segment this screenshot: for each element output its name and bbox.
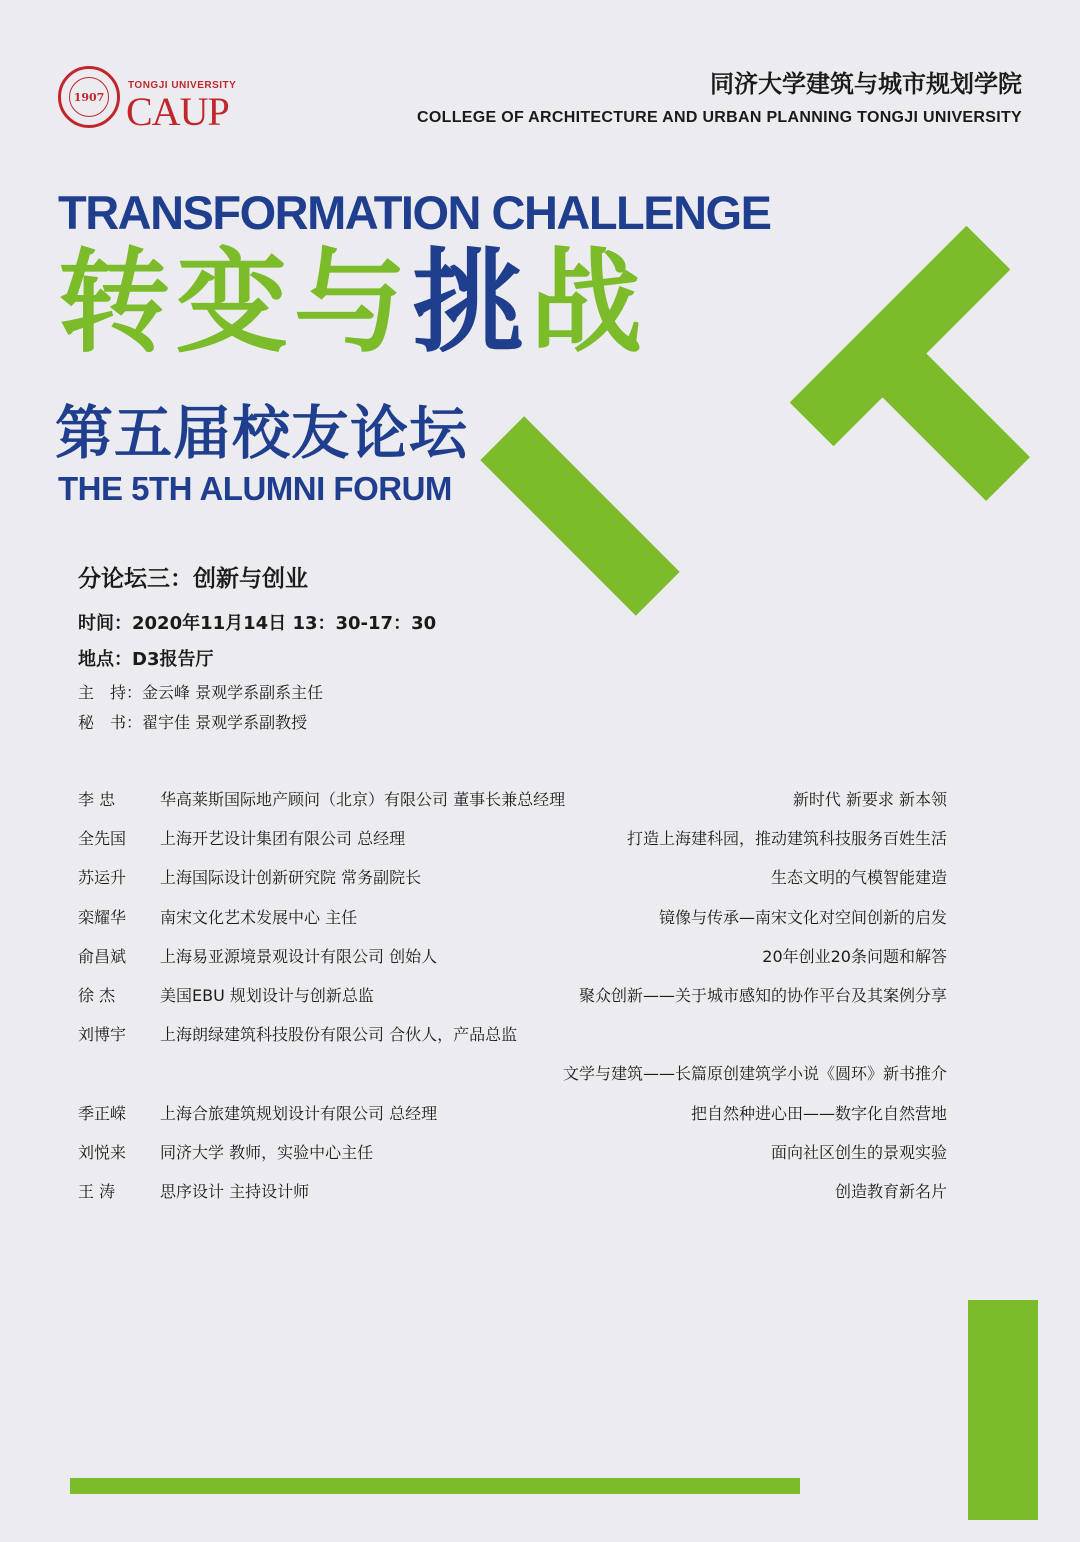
- speaker-topic: 把自然种进心田——数字化自然营地: [690, 1104, 947, 1123]
- speaker-topic: 文学与建筑——长篇原创建筑学小说《圆环》新书推介: [562, 1064, 947, 1083]
- university-seal-logo: [58, 66, 120, 128]
- speaker-topic: 打造上海建科园，推动建筑科技服务百姓生活: [626, 829, 947, 848]
- speaker-topic: 20年创业20条问题和解答: [762, 947, 947, 966]
- title-char: 变: [176, 238, 294, 368]
- speaker-org: 南宋文化艺术发展中心 主任: [160, 908, 358, 927]
- speaker-org: 美国EBU 规划设计与创新总监: [160, 986, 374, 1005]
- logo-university-name: TONGJI UNIVERSITY: [128, 80, 237, 91]
- speaker-org: 上海朗绿建筑科技股份有限公司 合伙人，产品总监: [160, 1025, 518, 1044]
- speaker-topic: 新时代 新要求 新本领: [792, 790, 947, 809]
- forum-title-cn: 第五届校友论坛: [55, 399, 469, 467]
- decorative-green-bar: [480, 416, 679, 615]
- seal-year: 1907: [69, 77, 109, 117]
- session-host: 主 持：金云峰 景观学系副系主任: [78, 683, 324, 702]
- session-title: 分论坛三：创新与创业: [78, 566, 308, 592]
- speaker-name: 苏运升: [78, 868, 127, 887]
- speaker-name: 刘博宇: [78, 1025, 127, 1044]
- title-en: TRANSFORMATION CHALLENGE: [58, 186, 771, 239]
- speaker-name: 刘悦来: [78, 1143, 127, 1162]
- speaker-name: 王 涛: [78, 1182, 116, 1201]
- speaker-name: 全先国: [78, 829, 127, 848]
- speaker-name: 徐 杰: [78, 986, 116, 1005]
- speaker-org: 上海开艺设计集团有限公司 总经理: [160, 829, 406, 848]
- speaker-topic: 生态文明的气模智能建造: [770, 868, 947, 887]
- title-char: 挑: [412, 238, 530, 368]
- speaker-topic: 镜像与传承—南宋文化对空间创新的启发: [658, 908, 947, 927]
- decorative-green-bar: [70, 1478, 800, 1494]
- decorative-green-bar: [880, 351, 1030, 501]
- title-cn: [58, 238, 648, 368]
- speaker-name: 栾耀华: [78, 908, 127, 927]
- speaker-name: 季正嵘: [78, 1104, 127, 1123]
- speaker-org: 上海合旅建筑规划设计有限公司 总经理: [160, 1104, 438, 1123]
- title-char: 战: [530, 238, 648, 368]
- speaker-org: 思序设计 主持设计师: [160, 1182, 310, 1201]
- speaker-name: 俞昌斌: [78, 947, 127, 966]
- speaker-org: 华高莱斯国际地产顾问（北京）有限公司 董事长兼总经理: [160, 790, 566, 809]
- session-venue: 地点：D3报告厅: [78, 649, 214, 670]
- speaker-topic: 创造教育新名片: [834, 1182, 947, 1201]
- speaker-org: 同济大学 教师，实验中心主任: [160, 1143, 374, 1162]
- college-name-cn: 同济大学建筑与城市规划学院: [710, 70, 1022, 98]
- speaker-org: 上海国际设计创新研究院 常务副院长: [160, 868, 422, 887]
- decorative-green-bar: [968, 1300, 1038, 1520]
- session-time: 时间：2020年11月14日 13：30-17：30: [78, 613, 437, 634]
- logo-caup: CAUP: [126, 89, 229, 134]
- title-char: 与: [294, 238, 412, 368]
- speaker-org: 上海易亚源境景观设计有限公司 创始人: [160, 947, 438, 966]
- college-name-en: COLLEGE OF ARCHITECTURE AND URBAN PLANNING TONGJI UNIVERSITY: [417, 109, 1022, 126]
- speaker-topic: 面向社区创生的景观实验: [770, 1143, 947, 1162]
- speaker-topic: 聚众创新——关于城市感知的协作平台及其案例分享: [578, 986, 947, 1005]
- title-char: 转: [58, 238, 176, 368]
- forum-title-en: THE 5TH ALUMNI FORUM: [58, 470, 452, 507]
- session-secretary: 秘 书：翟宇佳 景观学系副教授: [78, 713, 308, 732]
- speaker-name: 李 忠: [78, 790, 116, 809]
